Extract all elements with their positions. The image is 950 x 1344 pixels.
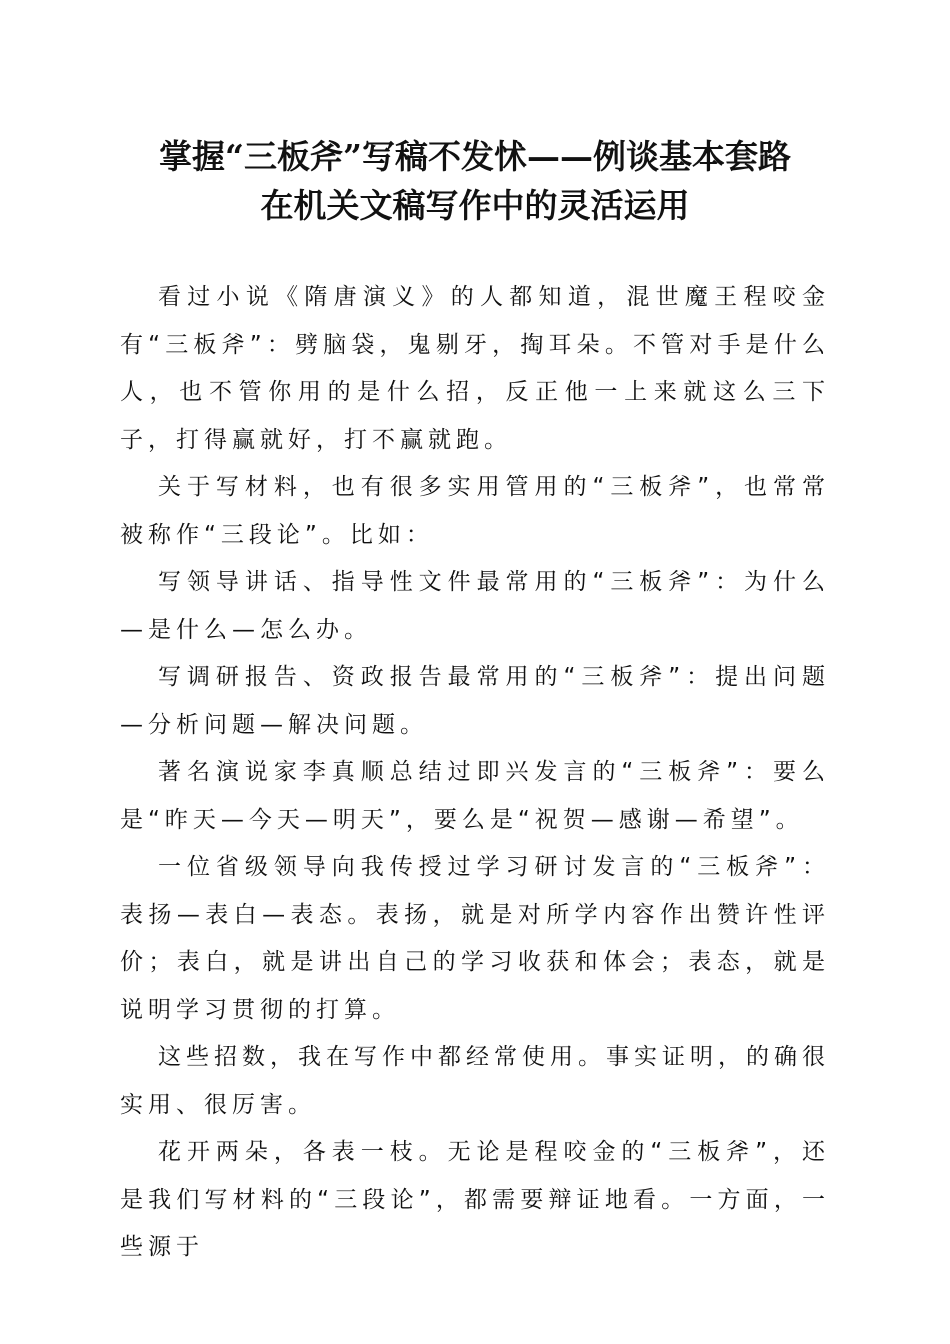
paragraph-3: 写领导讲话、指导性文件最常用的“三板斧”：为什么—是什么—怎么办。 — [120, 569, 830, 643]
title-line-2: 在机关文稿写作中的灵活运用 — [260, 186, 690, 225]
paragraph-5: 著名演说家李真顺总结过即兴发言的“三板斧”：要么是“昨天—今天—明天”，要么是“祝贺—感谢—希望”。 — [120, 759, 830, 833]
paragraph-6: 一位省级领导向我传授过学习研讨发言的“三板斧”：表扬—表白—表态。表扬，就是对所学内容作出赞许性评价；表白，就是讲出自己的学习收获和体会；表态，就是说明学习贯彻的打算。 — [120, 854, 830, 1023]
paragraph-4: 写调研报告、资政报告最常用的“三板斧”：提出问题—分析问题—解决问题。 — [120, 664, 830, 738]
paragraph-8: 花开两朵，各表一枝。无论是程咬金的“三板斧”，还是我们写材料的“三段论”，都需要辩证地看。一方面，一些源于 — [120, 1139, 830, 1260]
document-title — [100, 132, 850, 230]
paragraph-7: 这些招数，我在写作中都经常使用。事实证明，的确很实用、很厉害。 — [120, 1044, 830, 1118]
title-line-1: 掌握“三板斧”写稿不发怵——例谈基本套路 — [159, 137, 791, 176]
paragraph-2: 关于写材料，也有很多实用管用的“三板斧”，也常常被称作“三段论”。比如： — [120, 474, 830, 548]
document-body — [120, 274, 830, 1272]
paragraph-1: 看过小说《隋唐演义》的人都知道，混世魔王程咬金有“三板斧”：劈脑袋，鬼剔牙，掏耳朵。不管对手是什么人，也不管你用的是什么招，反正他一上来就这么三下子，打得赢就好，打不赢就跑。 — [120, 284, 830, 453]
